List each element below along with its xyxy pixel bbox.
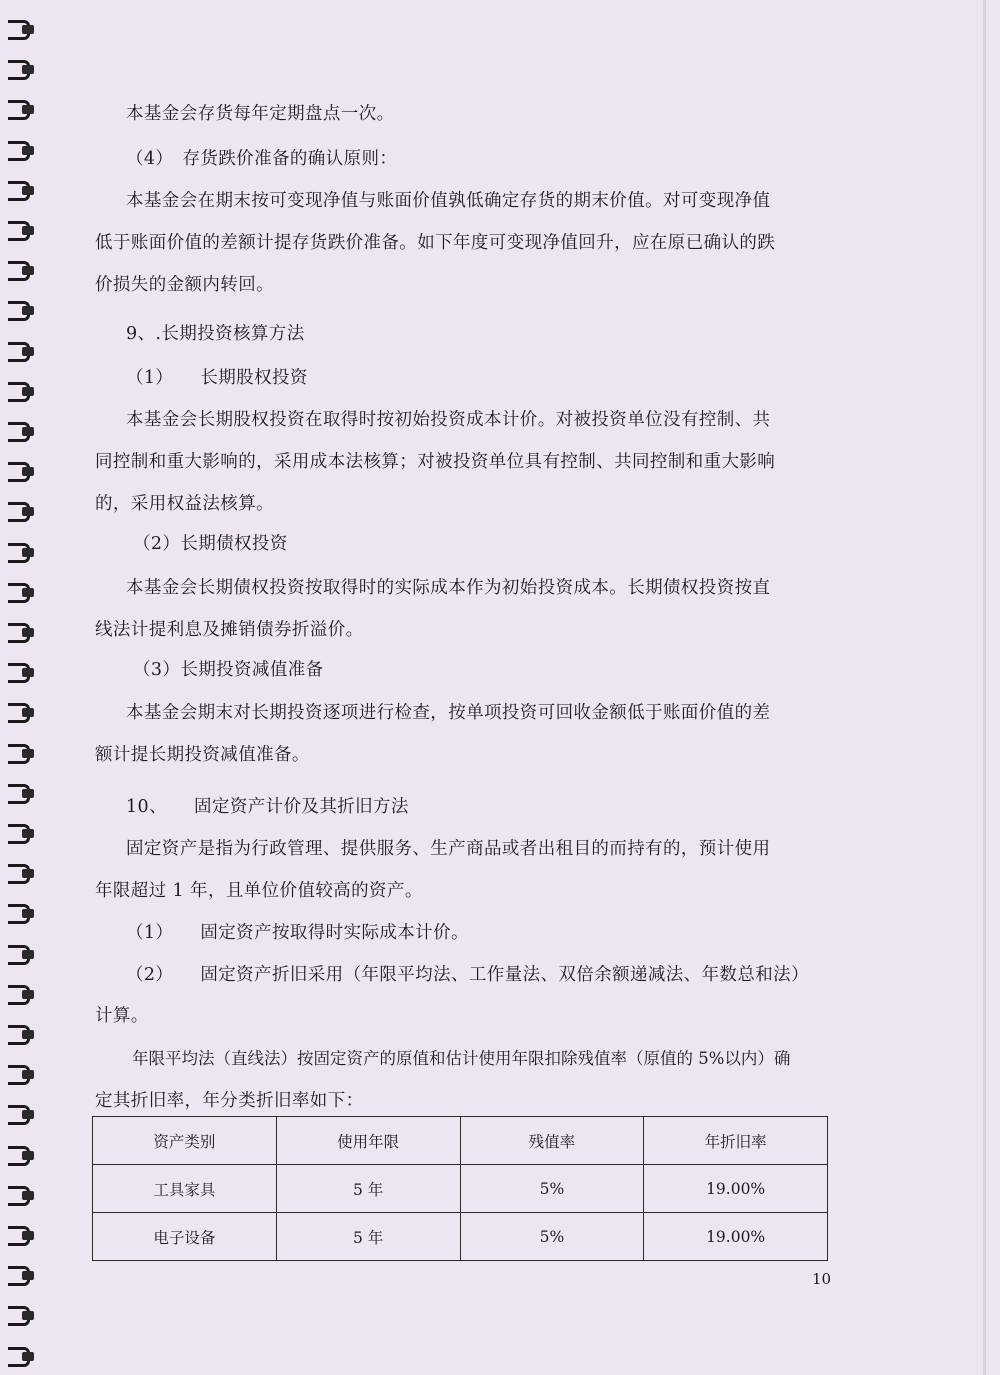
text-line: （3）长期投资减值准备	[133, 660, 324, 680]
table-cell: 19.00%	[644, 1165, 828, 1213]
text-line: 价损失的金额内转回。	[95, 275, 274, 295]
table-cell: 5%	[460, 1213, 644, 1261]
text-line: 计算。	[95, 1006, 149, 1026]
text-line: （1） 固定资产按取得时实际成本计价。	[126, 923, 469, 943]
table-row	[93, 1213, 828, 1261]
text-line: 本基金会存货每年定期盘点一次。	[126, 104, 395, 124]
text-line: 低于账面价值的差额计提存货跌价准备。如下年度可变现净值回升，应在原已确认的跌	[95, 233, 776, 253]
section-heading: 10、 固定资产计价及其折旧方法	[126, 797, 409, 817]
table-cell: 工具家具	[93, 1165, 277, 1213]
text-line: 本基金会在期末按可变现净值与账面价值孰低确定存货的期末价值。对可变现净值	[126, 191, 771, 211]
table-row	[93, 1165, 828, 1213]
text-line: 本基金会长期债权投资按取得时的实际成本作为初始投资成本。长期债权投资按直	[126, 578, 771, 598]
table-header-cell: 使用年限	[276, 1117, 460, 1165]
text-line: 固定资产是指为行政管理、提供服务、生产商品或者出租目的而持有的，预计使用	[126, 839, 771, 859]
text-line: 的，采用权益法核算。	[95, 494, 274, 514]
text-line: 年限平均法（直线法）按固定资产的原值和估计使用年限扣除残值率（原值的 5%以内）确	[132, 1049, 791, 1068]
table-cell: 电子设备	[93, 1213, 277, 1261]
text-line: 本基金会长期股权投资在取得时按初始投资成本计价。对被投资单位没有控制、共	[126, 410, 771, 430]
table-header-cell: 资产类别	[93, 1117, 277, 1165]
table-header-cell: 年折旧率	[644, 1117, 828, 1165]
table-cell: 5%	[460, 1165, 644, 1213]
text-line: 本基金会期末对长期投资逐项进行检查，按单项投资可回收金额低于账面价值的差	[126, 703, 771, 723]
text-line: （1） 长期股权投资	[126, 368, 308, 388]
text-line: 同控制和重大影响的，采用成本法核算；对被投资单位具有控制、共同控制和重大影响	[95, 452, 776, 472]
page-number: 10	[812, 1270, 832, 1288]
text-line: 线法计提利息及摊销债券折溢价。	[95, 620, 364, 640]
table-header-row	[93, 1117, 828, 1165]
table-header-cell: 残值率	[460, 1117, 644, 1165]
depreciation-table	[92, 1116, 828, 1261]
text-line: 定其折旧率，年分类折旧率如下：	[95, 1091, 364, 1111]
text-line: 额计提长期投资减值准备。	[95, 745, 310, 765]
text-line: （2） 固定资产折旧采用（年限平均法、工作量法、双倍余额递减法、年数总和法）	[126, 965, 809, 985]
table-cell: 5 年	[276, 1165, 460, 1213]
text-line: （2）长期债权投资	[133, 534, 288, 554]
text-line: （4） 存货跌价准备的确认原则：	[126, 149, 398, 169]
text-line: 年限超过 1 年，且单位价值较高的资产。	[95, 881, 423, 901]
section-heading: 9、.长期投资核算方法	[126, 324, 305, 344]
table-cell: 19.00%	[644, 1213, 828, 1261]
table-cell: 5 年	[276, 1213, 460, 1261]
